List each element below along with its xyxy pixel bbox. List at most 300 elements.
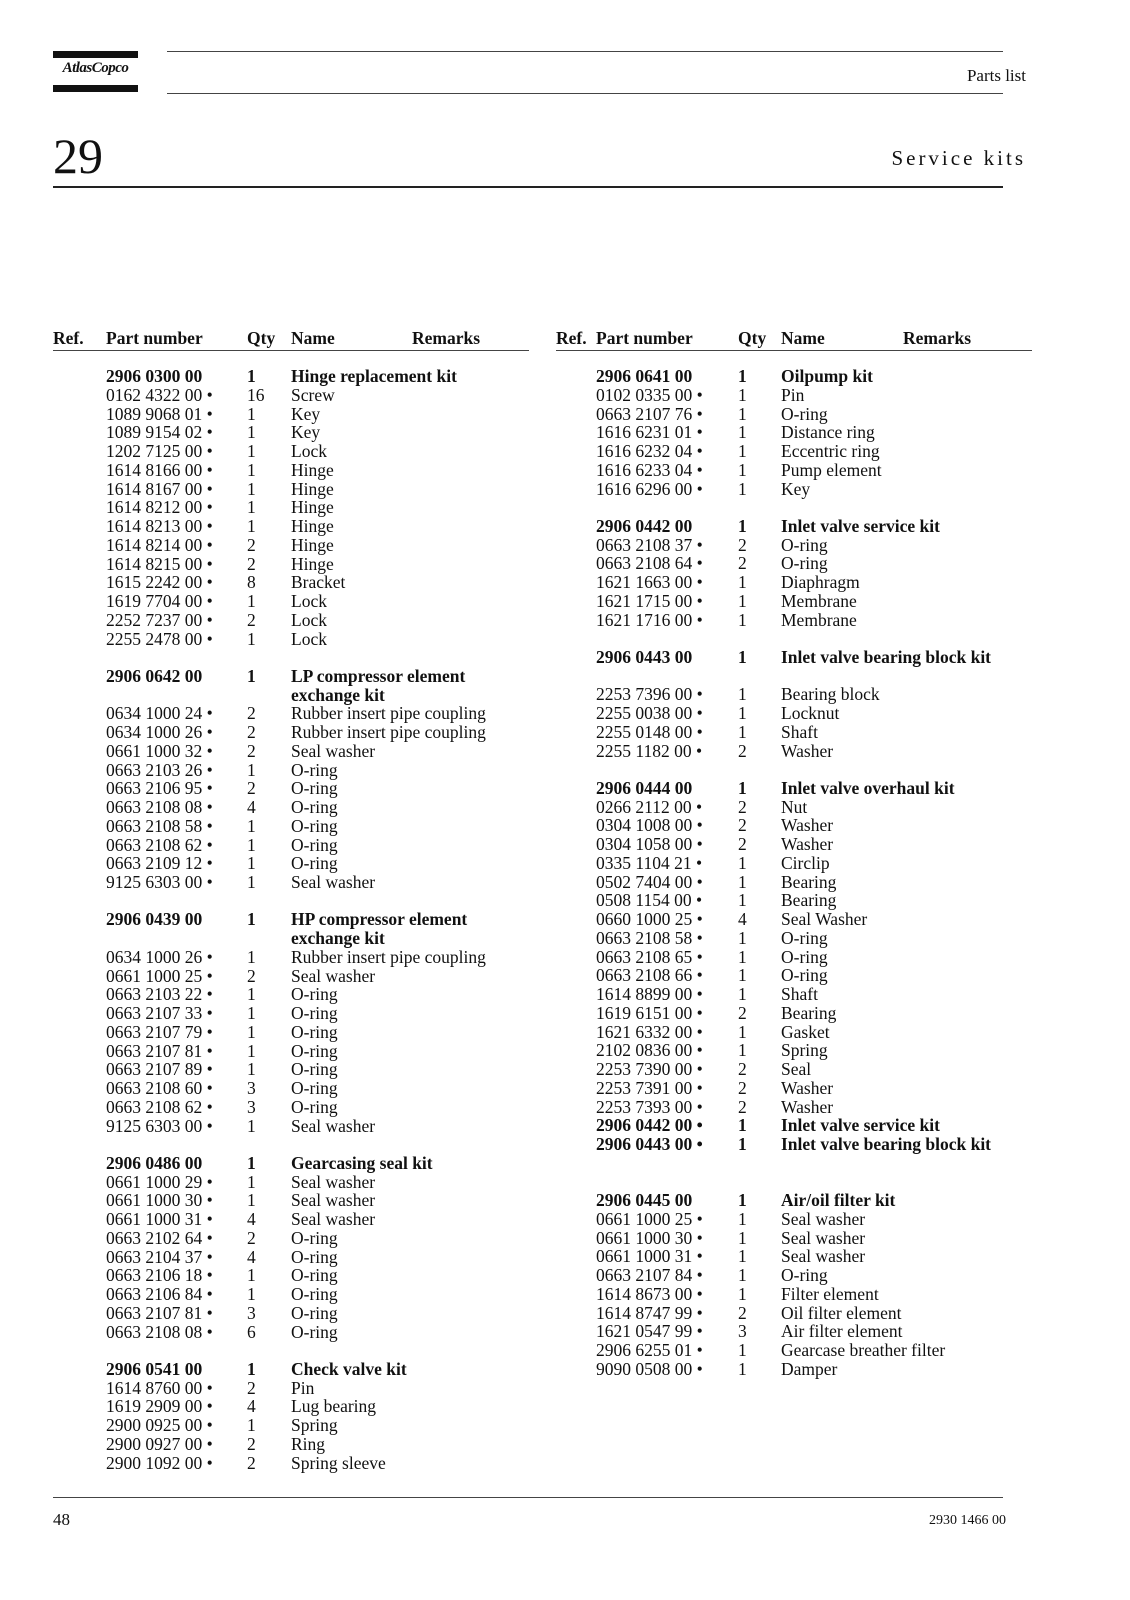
quantity: 1 [738,871,747,892]
quantity: 2 [247,553,256,574]
quantity: 1 [738,927,747,948]
part-name: Shaft [781,721,818,742]
part-number: 2255 0148 00 • [596,721,703,742]
header-part-number: Part number [106,328,203,348]
part-number: 0335 1104 21 • [596,852,703,873]
part-name: Seal washer [291,965,376,986]
part-name: O-ring [781,534,828,555]
part-name: Seal washer [781,1246,866,1267]
quantity: 2 [247,1227,256,1248]
part-name: Seal washer [291,1171,376,1192]
part-number: 0304 1058 00 • [596,834,703,854]
part-name: Lug bearing [291,1396,377,1417]
part-number: 0660 1000 25 • [596,909,703,929]
table-header-rule [556,350,1032,351]
part-name: Key [291,422,321,443]
quantity: 1 [738,703,747,723]
table-header-right [556,328,1032,350]
quantity: 1 [738,1265,747,1285]
part-name: O-ring [291,853,338,874]
part-row [556,798,1032,817]
table-header-rule [53,350,529,351]
part-name: Seal washer [291,740,376,761]
part-number: 1621 1663 00 • [596,572,703,592]
quantity: 3 [247,1078,256,1098]
document-number: 2930 1466 00 [929,1513,1006,1528]
part-row [53,1191,529,1210]
service-kit [556,779,1032,1173]
quantity: 1 [738,1227,747,1248]
part-name: Seal washer [291,872,376,892]
part-name: O-ring [291,1078,338,1098]
quantity: 1 [738,1246,747,1267]
part-number: 0661 1000 29 • [106,1171,213,1192]
quantity: 3 [247,1096,256,1117]
quantity: 2 [247,534,256,555]
part-number: 2253 7391 00 • [596,1077,703,1098]
part-name: Hinge replacement kit [291,366,457,386]
part-number: 0661 1000 30 • [106,1190,213,1211]
part-number: 0663 2106 95 • [106,778,213,799]
part-number: 0663 2108 08 • [106,797,213,817]
header-rule-bottom [167,93,1003,94]
part-number: 2255 0038 00 • [596,703,703,723]
part-name: Seal washer [291,1209,376,1229]
part-number: 1614 8214 00 • [106,534,213,555]
part-row [53,573,529,592]
quantity: 1 [247,834,256,855]
part-row [556,423,1032,442]
part-number: 1621 6332 00 • [596,1021,703,1042]
quantity: 3 [247,1302,256,1323]
part-name: Circlip [781,852,830,873]
part-row [556,461,1032,480]
quantity: 1 [738,384,747,405]
part-name: Spring sleeve [291,1452,386,1473]
quantity: 1 [247,759,256,780]
part-number: 2253 7390 00 • [596,1059,703,1079]
part-row [53,723,529,742]
part-number: 1621 0547 99 • [596,1321,703,1342]
part-name: Oilpump kit [781,366,873,386]
part-number: 0663 2107 76 • [596,403,703,424]
quantity: 1 [738,572,747,592]
part-row [53,836,529,855]
quantity: 1 [247,1040,256,1061]
part-name: Bearing block [781,684,880,705]
part-number: 2906 0439 00 [106,909,203,930]
part-name: Washer [781,740,834,761]
part-number: 0663 2107 89 • [106,1059,213,1080]
part-name: Membrane [781,609,857,630]
part-row [53,1435,529,1454]
part-row [53,761,529,780]
header-ref: Ref. [53,328,84,348]
part-row [556,1079,1032,1098]
service-kit [53,367,529,648]
part-number: 2252 7237 00 • [106,609,213,630]
part-row [53,592,529,611]
quantity: 1 [247,1152,256,1173]
part-name: Check valve kit [291,1358,407,1379]
part-name: Shaft [781,984,818,1004]
part-row [556,480,1032,499]
part-number: 2906 0641 00 [596,366,693,386]
part-row [556,873,1032,892]
part-number: 1089 9068 01 • [106,403,213,424]
part-number: 2906 0541 00 [106,1358,203,1379]
part-name: Ring [291,1433,326,1454]
part-row [53,948,529,967]
part-number: 0663 2108 58 • [596,927,703,948]
part-number: 0663 2104 37 • [106,1246,213,1267]
part-number: 2900 0925 00 • [106,1415,213,1435]
part-number: 2906 0445 00 [596,1190,693,1210]
part-number: 0634 1000 26 • [106,722,213,742]
part-number: 0663 2106 18 • [106,1265,213,1286]
part-row [53,461,529,480]
part-number: 0663 2108 60 • [106,1078,213,1098]
part-name: Gearcase breather filter [781,1340,946,1360]
quantity: 1 [738,1021,747,1042]
part-number: 0266 2112 00 • [596,796,703,817]
part-number: 2255 2478 00 • [106,628,213,649]
service-kit [556,367,1032,498]
quantity: 1 [738,852,747,873]
part-number: 2906 6255 01 • [596,1340,703,1360]
part-row [556,536,1032,555]
part-row [53,1454,529,1473]
quantity: 2 [738,834,747,854]
quantity: 1 [738,1358,747,1379]
part-row [556,573,1032,592]
service-kit [556,1191,1032,1379]
part-name: O-ring [781,1265,828,1285]
kit-header-row [53,367,529,386]
part-name: HP compressor element exchange kit [291,909,468,948]
part-number: 2253 7393 00 • [596,1096,703,1117]
part-name: O-ring [781,553,828,574]
part-name: Rubber insert pipe coupling [291,946,486,967]
kit-header-row [556,779,1032,798]
part-number: 0663 2108 62 • [106,834,213,855]
part-name: Bracket [291,572,346,593]
service-kit [53,667,529,892]
part-row [53,1285,529,1304]
part-number: 0663 2106 84 • [106,1284,213,1304]
part-name: O-ring [291,1021,338,1042]
quantity: 1 [738,1190,747,1210]
part-row [53,1416,529,1435]
quantity: 2 [738,815,747,836]
part-number: 1615 2242 00 • [106,572,213,593]
kit-header-row [53,910,529,948]
kit-list [53,367,529,1472]
part-row [53,480,529,499]
part-number: 9090 0508 00 • [596,1358,703,1379]
quantity: 1 [738,403,747,424]
part-name: O-ring [291,1059,338,1080]
part-name: O-ring [291,1227,338,1248]
part-row [556,1116,1032,1135]
part-name: Air filter element [781,1321,903,1342]
header-remarks: Remarks [903,328,972,348]
part-number: 0663 2107 84 • [596,1265,703,1285]
part-number: 9125 6303 00 • [106,872,213,892]
part-row [556,592,1032,611]
part-name: Gearcasing seal kit [291,1152,433,1173]
part-row [53,779,529,798]
part-number: 0661 1000 30 • [596,1227,703,1248]
atlas-copco-logo [53,51,138,93]
part-number: 0502 7404 00 • [596,871,703,892]
part-number: 0663 2108 62 • [106,1096,213,1117]
quantity: 1 [247,1265,256,1286]
part-row [556,929,1032,948]
part-number: 1202 7125 00 • [106,441,213,461]
part-name: Seal washer [781,1208,866,1229]
quantity: 1 [738,1208,747,1229]
quantity: 4 [247,1396,256,1417]
quantity: 1 [738,646,747,667]
quantity: 2 [738,1302,747,1323]
quantity: 1 [738,441,747,461]
quantity: 1 [247,853,256,874]
part-row [556,1210,1032,1229]
part-name: Hinge [291,478,334,499]
part-number: 1621 1715 00 • [596,590,703,611]
part-row [53,1117,529,1136]
part-number: 2906 0642 00 [106,665,203,686]
part-row [556,723,1032,742]
part-row [556,966,1032,985]
part-row [53,517,529,536]
part-row [53,1098,529,1117]
quantity: 1 [247,984,256,1005]
part-number: 0634 1000 26 • [106,946,213,967]
part-row [53,1060,529,1079]
part-row [53,1379,529,1398]
quantity: 4 [247,1209,256,1229]
part-number: 0661 1000 25 • [106,965,213,986]
part-row [53,611,529,630]
part-name: Washer [781,1096,834,1117]
part-name: Nut [781,796,808,817]
part-row [53,555,529,574]
part-row [53,423,529,442]
part-name: Pin [781,384,805,405]
part-row [556,1322,1032,1341]
part-name: LP compressor element exchange kit [291,665,466,705]
part-row [53,498,529,517]
part-name: Hinge [291,497,334,518]
part-name: Key [291,403,321,424]
part-number: 0663 2102 64 • [106,1227,213,1248]
part-row [53,1323,529,1342]
part-row [53,1397,529,1416]
header-ref: Ref. [556,328,587,348]
quantity: 2 [247,1433,256,1454]
part-row [556,1135,1032,1173]
quantity: 1 [738,422,747,443]
part-name: Spring [781,1040,828,1061]
part-name: O-ring [291,1096,338,1117]
part-number: 0663 2107 79 • [106,1021,213,1042]
part-name: O-ring [291,834,338,855]
part-number: 0663 2108 58 • [106,815,213,836]
quantity: 1 [247,441,256,461]
quantity: 1 [738,1340,747,1360]
part-number: 1614 8213 00 • [106,516,213,536]
part-row [556,1060,1032,1079]
part-row [53,873,529,892]
quantity: 1 [738,459,747,480]
quantity: 1 [738,590,747,611]
part-number: 2906 0444 00 [596,777,693,798]
part-row [556,1266,1032,1285]
part-number: 2906 0300 00 [106,366,203,386]
part-name: Gasket [781,1021,830,1042]
part-row [53,386,529,405]
service-kit [53,1154,529,1342]
part-name: O-ring [781,927,828,948]
quantity: 8 [247,572,256,593]
part-row [53,1210,529,1229]
part-row [556,1360,1032,1379]
part-number: 1616 6231 01 • [596,422,703,443]
quantity: 1 [247,422,256,443]
quantity: 1 [247,909,256,930]
quantity: 2 [738,740,747,761]
parts-column-left [53,328,529,1491]
part-row [53,1248,529,1267]
quantity: 1 [247,1415,256,1435]
part-row [556,386,1032,405]
part-name: Rubber insert pipe coupling [291,703,486,724]
part-number: 0508 1154 00 • [596,890,703,911]
table-header-left [53,328,529,350]
kit-header-row [556,648,1032,686]
quantity: 2 [738,1077,747,1098]
quantity: 1 [247,459,256,480]
part-name: Distance ring [781,422,875,443]
quantity: 1 [738,609,747,630]
part-row [53,985,529,1004]
chapter-rule [53,186,1003,188]
part-name: O-ring [291,984,338,1005]
service-kit [556,648,1032,761]
quantity: 1 [247,628,256,649]
part-name: Eccentric ring [781,441,880,461]
part-row [53,1173,529,1192]
part-row [53,1042,529,1061]
quantity: 1 [247,366,256,386]
part-number: 1616 6296 00 • [596,478,703,499]
parts-column-right [556,328,1032,1397]
quantity: 1 [247,516,256,536]
part-name: Washer [781,1077,834,1098]
kit-header-row [53,1360,529,1379]
part-name: Key [781,478,811,499]
part-name: Inlet valve bearing block kit [781,646,992,667]
part-row [53,967,529,986]
kit-header-row [53,667,529,705]
part-number: 2900 1092 00 • [106,1452,213,1473]
part-name: O-ring [291,759,338,780]
logo-bar-bottom [53,85,138,92]
quantity: 2 [247,609,256,630]
quantity: 1 [247,1115,256,1136]
part-number: 0663 2107 81 • [106,1040,213,1061]
part-row [556,1098,1032,1117]
quantity: 1 [738,366,747,386]
part-number: 0663 2108 64 • [596,553,703,574]
part-name: Hinge [291,516,334,536]
part-row [556,742,1032,761]
part-name: Filter element [781,1283,879,1304]
part-number: 0162 4322 00 • [106,384,213,405]
quantity: 1 [738,946,747,967]
part-name: Screw [291,384,335,405]
quantity: 2 [738,796,747,817]
part-row [53,1304,529,1323]
part-number: 2253 7396 00 • [596,684,703,705]
header-name: Name [291,328,335,348]
part-row [556,1041,1032,1060]
quantity: 1 [738,684,747,705]
part-row [556,985,1032,1004]
part-row [53,442,529,461]
part-name: Lock [291,441,327,461]
part-number: 2906 0442 00 [596,515,693,536]
quantity: 16 [247,384,265,405]
part-number: 1619 6151 00 • [596,1002,703,1023]
part-name: O-ring [781,403,828,424]
quantity: 1 [738,721,747,742]
part-number: 1619 2909 00 • [106,1396,213,1417]
part-name: Pin [291,1377,315,1398]
quantity: 1 [738,1134,747,1154]
header-qty: Qty [247,328,276,348]
part-number: 1619 7704 00 • [106,591,213,611]
header-name: Name [781,328,825,348]
part-row [53,1266,529,1285]
part-number: 1614 8215 00 • [106,553,213,574]
part-number: 2906 0443 00 • [596,1134,703,1154]
part-name: O-ring [781,965,828,986]
part-row [53,1229,529,1248]
part-name: Inlet valve service kit [781,515,940,536]
part-row [556,835,1032,854]
service-kit [556,517,1032,630]
part-row [53,798,529,817]
quantity: 2 [247,778,256,799]
part-name: Hinge [291,459,334,480]
part-number: 1614 8673 00 • [596,1283,703,1304]
part-number: 0661 1000 25 • [596,1208,703,1229]
part-name: O-ring [291,797,338,817]
quantity: 1 [247,1284,256,1304]
header-label: Parts list [966,66,1026,85]
quantity: 1 [247,497,256,518]
part-name: O-ring [291,1003,338,1023]
part-name: Hinge [291,534,334,555]
quantity: 2 [738,534,747,555]
header-remarks: Remarks [412,328,481,348]
part-name: Washer [781,834,834,854]
part-row [556,1247,1032,1266]
quantity: 1 [247,946,256,967]
